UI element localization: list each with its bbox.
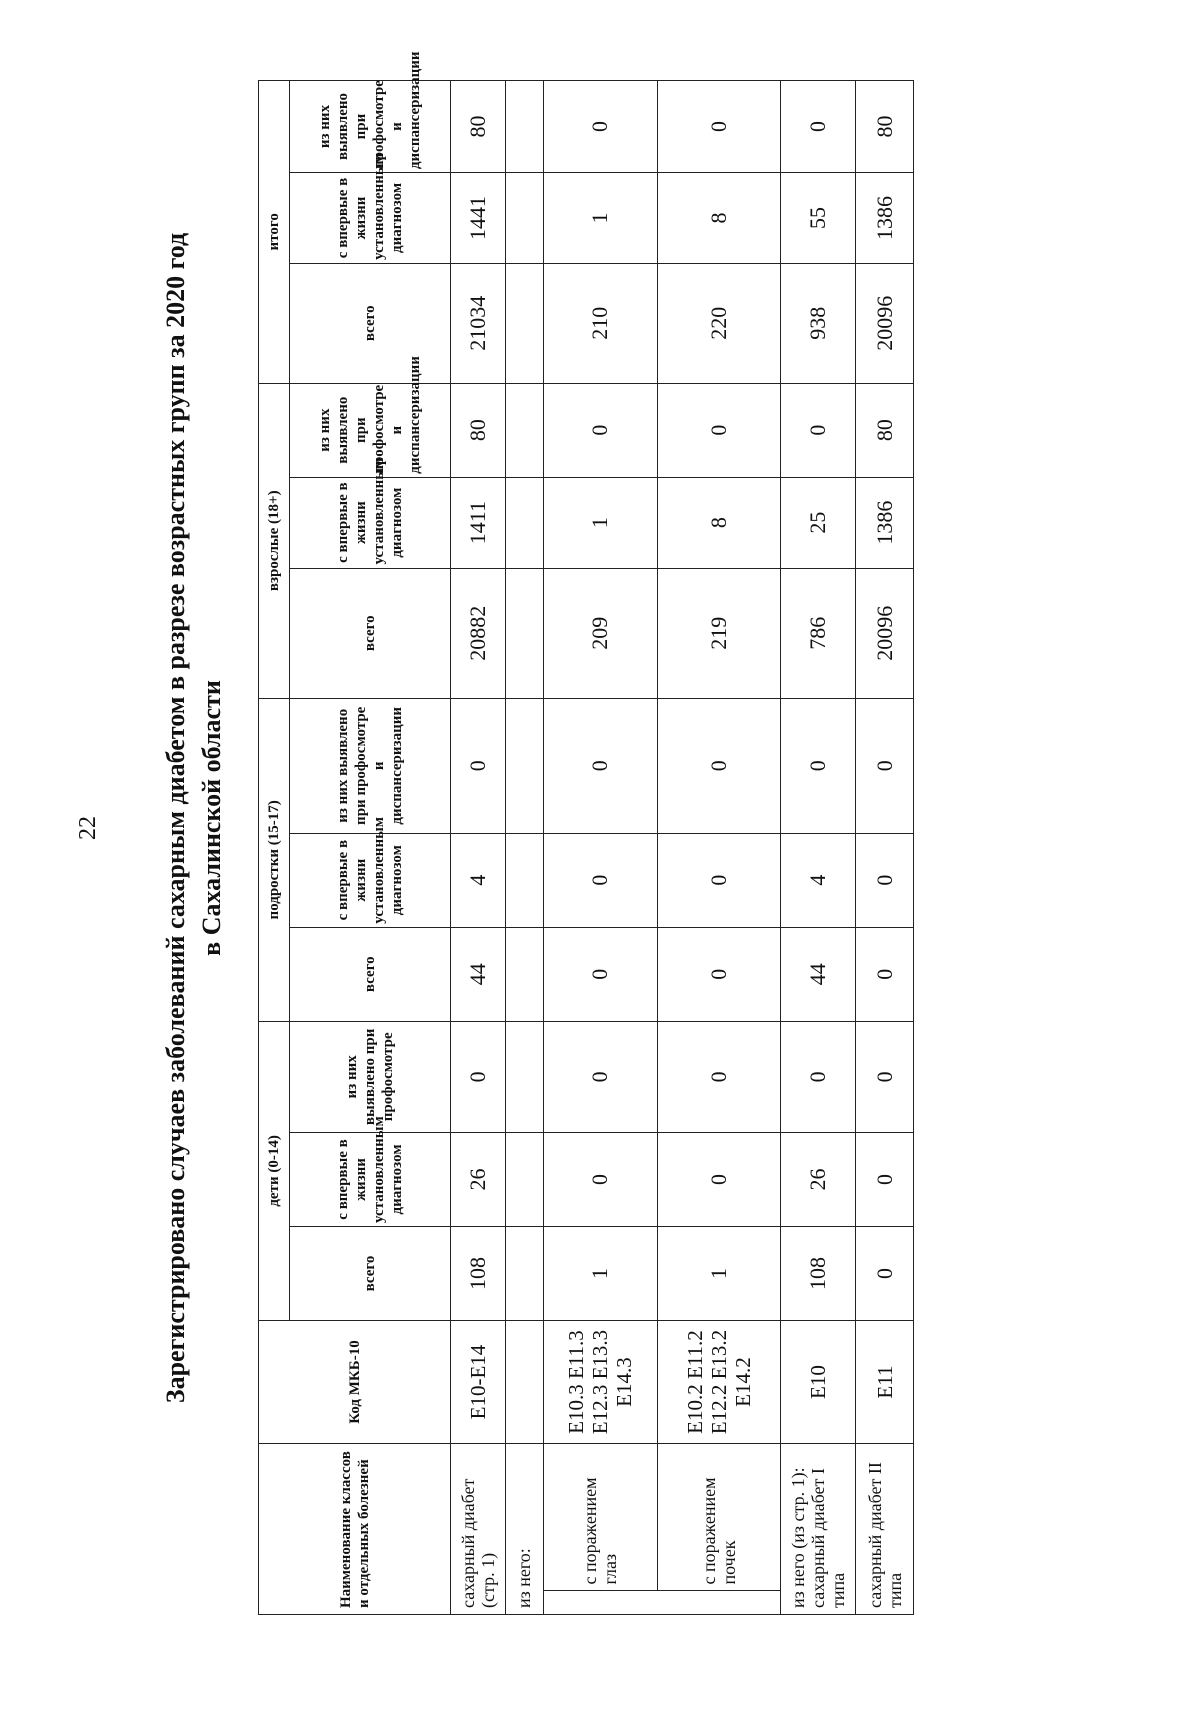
cell: 0 [780,81,856,173]
cell [506,173,543,264]
cell: 80 [856,383,914,477]
row-code: E10-E14 [451,1321,506,1444]
cell [506,927,543,1021]
row-code: E11 [856,1321,914,1444]
header-group-adults: взрослые (18+) [259,383,290,698]
row-code: E10.3 E11.3 E12.3 E13.3 E14.3 [543,1321,657,1444]
cell: 4 [451,833,506,927]
cell: 0 [451,1021,506,1132]
cell: 44 [451,927,506,1021]
header-group-children: дети (0-14) [259,1021,290,1320]
cell: 8 [657,173,780,264]
page-number: 22 [75,816,101,840]
cell: 20882 [451,568,506,698]
cell: 0 [780,1021,856,1132]
header-teens-total: всего [290,927,451,1021]
header-group-total: итого [259,81,290,384]
indent-cell [657,1591,780,1615]
row-code: E10.2 E11.2 E12.2 E13.2 E14.2 [657,1321,780,1444]
cell [506,1321,543,1444]
cell [506,1021,543,1132]
table-row-type1 [780,81,856,1615]
cell: 44 [780,927,856,1021]
cell: 0 [856,698,914,833]
cell: 786 [780,568,856,698]
cell: 0 [543,1132,657,1226]
cell: 0 [543,833,657,927]
cell: 0 [657,698,780,833]
cell: 938 [780,263,856,383]
cell: 0 [856,1132,914,1226]
title-line-2: в Сахалинской области [197,680,226,956]
cell: 0 [657,833,780,927]
header-total-screening: из них выявлено при профосмотре и диспансеризации [290,81,451,173]
diabetes-table-container [258,51,914,1615]
header-name: Наименование классов и отдельных болезней [259,1443,451,1614]
page-title [158,168,238,1468]
header-adults-total: всего [290,568,451,698]
cell: 4 [780,833,856,927]
header-children-first: с впервые в жизни установленным диагнозом [290,1132,451,1226]
cell [506,477,543,568]
row-name: с поражением глаз [543,1443,657,1591]
cell: 0 [657,1021,780,1132]
row-name: из него: [506,1443,543,1614]
cell: 220 [657,263,780,383]
cell: 80 [451,383,506,477]
cell: 219 [657,568,780,698]
cell: 1 [543,1227,657,1321]
header-code: Код МКБ-10 [259,1321,451,1444]
cell: 0 [657,927,780,1021]
cell: 25 [780,477,856,568]
cell: 0 [780,383,856,477]
cell: 8 [657,477,780,568]
row-name: с поражением почек [657,1443,780,1591]
table-row-eye-lesion [543,81,657,1615]
cell [506,568,543,698]
cell: 26 [451,1132,506,1226]
diabetes-table [258,51,914,1615]
cell: 0 [451,698,506,833]
cell: 0 [543,698,657,833]
cell: 0 [780,698,856,833]
header-group-row [259,81,290,1615]
cell: 0 [856,1227,914,1321]
cell: 1386 [856,173,914,264]
cell: 0 [657,383,780,477]
header-adults-first: с впервые в жизни установленным диагнозом [290,477,451,568]
cell: 1 [543,173,657,264]
cell [506,833,543,927]
header-teens-first: с впервые в жизни установленным диагнозом [290,833,451,927]
cell: 210 [543,263,657,383]
header-adults-screening: из них выявлено при профосмотре и диспансеризации [290,383,451,477]
cell: 21034 [451,263,506,383]
cell [506,383,543,477]
cell: 20096 [856,568,914,698]
header-total-total: всего [290,263,451,383]
cell: 80 [856,81,914,173]
cell [506,1132,543,1226]
cell: 0 [543,383,657,477]
cell: 108 [451,1227,506,1321]
cell: 1411 [451,477,506,568]
header-group-teens: подростки (15-17) [259,698,290,1021]
cell: 0 [543,1021,657,1132]
table-row-of-which [506,81,543,1615]
cell: 26 [780,1132,856,1226]
cell: 0 [543,927,657,1021]
title-line-1: Зарегистрировано случаев заболеваний сахарным диабетом в разрезе возрастных групп за 2020 год [161,232,190,1404]
cell: 108 [780,1227,856,1321]
row-name: сахарный диабет II типа [856,1443,914,1614]
cell: 1386 [856,477,914,568]
header-total-first: с впервые в жизни установленным диагнозом [290,173,451,264]
cell: 209 [543,568,657,698]
cell: 0 [657,1132,780,1226]
table-row-kidney-lesion [657,81,780,1615]
row-code: E10 [780,1321,856,1444]
cell [506,698,543,833]
header-children-screening: из них выявлено при профосмотре [290,1021,451,1132]
cell: 80 [451,81,506,173]
cell: 0 [856,833,914,927]
cell: 1 [657,1227,780,1321]
cell: 1 [543,477,657,568]
row-name: сахарный диабет (стр. 1) [451,1443,506,1614]
cell: 0 [856,927,914,1021]
table-row-type2 [856,81,914,1615]
table-row-diabetes [451,81,506,1615]
cell: 1441 [451,173,506,264]
indent-cell [543,1591,657,1615]
cell: 0 [657,81,780,173]
cell [506,1227,543,1321]
header-children-total: всего [290,1227,451,1321]
cell [506,263,543,383]
cell: 20096 [856,263,914,383]
header-teens-screening: из них выявлено при профосмотре и диспансеризации [290,698,451,833]
cell [506,81,543,173]
cell: 55 [780,173,856,264]
cell: 0 [543,81,657,173]
cell: 0 [856,1021,914,1132]
row-name: из него (из стр. 1): сахарный диабет I типа [780,1443,856,1614]
